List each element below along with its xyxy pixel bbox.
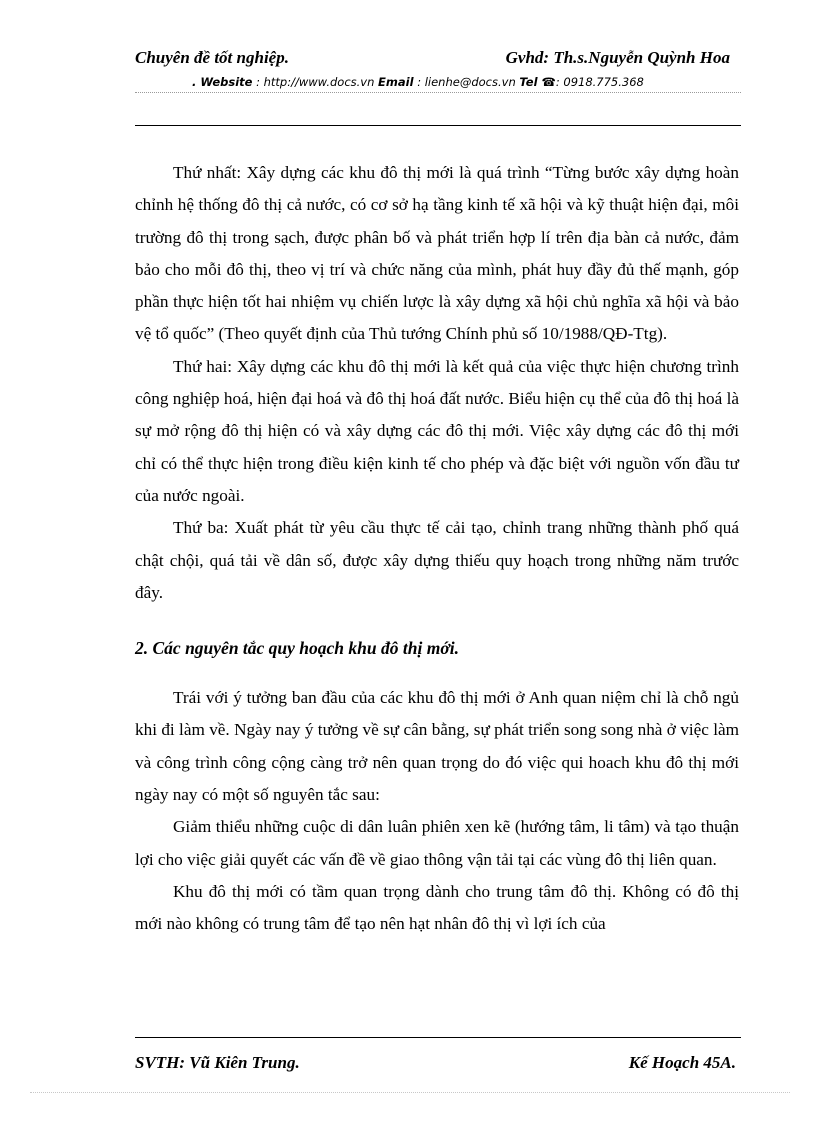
phone-number: : 0918.775.368 — [555, 75, 644, 89]
header-topic: Chuyên đề tốt nghiệp. — [135, 48, 289, 67]
footer-student: SVTH: Vũ Kiên Trung. — [135, 1053, 300, 1072]
paragraph-second-reason: Thứ hai: Xây dựng các khu đô thị mới là kết quả của việc thực hiện chương trình công nghiệp hoá, hiện đại hoá và đô thị hoá đất nước. Biểu hiện cụ thể của đô thị hoá là sự mở rộng đô thị hiện có và xây dựng các đô thị mới. Việc xây dựng các đô thị mới chỉ có thể thực hiện trong điều kiện kinh tế cho phép và đặc biệt với nguồn vốn đầu tư của nước ngoài. — [135, 356, 739, 505]
paragraph-principle-migration: Giảm thiểu những cuộc di dân luân phiên xen kẽ (hướng tâm, li tâm) và tạo thuận lợi cho việc giải quyết các vấn đề về giao thông vận tải tại các vùng đô thị liên quan. — [135, 817, 739, 869]
paragraph-third-reason: Thứ ba: Xuất phát từ yêu cầu thực tế cải tạo, chỉnh trang những thành phố quá chật chội, quá tải về dân số, được xây dựng thiếu quy hoạch trong những năm trước đây. — [135, 518, 739, 602]
contact-line — [192, 75, 644, 89]
footer-class: Kế Hoạch 45A. — [628, 1053, 736, 1072]
website-url[interactable]: : http://www.docs.vn — [256, 75, 375, 89]
header-advisor: Gvhd: Th.s.Nguyễn Quỳnh Hoa — [505, 48, 730, 67]
paragraph-principle-center: Khu đô thị mới có tầm quan trọng dành cho trung tâm đô thị. Không có đô thị mới nào không có trung tâm để tạo nên hạt nhân đô thị vì lợi ích của — [135, 881, 739, 934]
paragraph-first-reason: Thứ nhất: Xây dựng các khu đô thị mới là quá trình “Từng bước xây dựng hoàn chỉnh hệ thống đô thị cả nước, có cơ sở hạ tầng kinh tế xã hội và kỹ thuật hiện đại, môi trường đô thị trong sạch, được phân bố và phát triển hợp lí trên địa bàn cả nước, đảm bảo cho mỗi đô thị, theo vị trí và chức năng của mình, phát huy đầy đủ thế mạnh, góp phần thực hiện tốt hai nhiệm vụ chiến lược là xây dựng xã hội chủ nghĩa xã hội và bảo vệ tổ quốc” (Theo quyết định của Thủ tướng Chính phủ số 10/1988/QĐ-Ttg). — [135, 163, 739, 344]
document-body — [135, 157, 739, 941]
footer-divider — [135, 1037, 741, 1038]
footer-dotted-divider — [30, 1092, 790, 1093]
section-heading: 2. Các nguyên tắc quy hoạch khu đô thị mới. — [135, 638, 459, 659]
website-label: . Website — [192, 75, 253, 89]
email-label: Email — [378, 75, 414, 89]
phone-label: Tel ☎ — [519, 75, 556, 89]
header-divider — [135, 125, 741, 126]
header-dotted-divider — [135, 92, 741, 93]
email-address[interactable]: : lienhe@docs.vn — [417, 75, 516, 89]
paragraph-intro-principles: Trái với ý tưởng ban đầu của các khu đô thị mới ở Anh quan niệm chỉ là chỗ ngủ khi đi làm về. Ngày nay ý tưởng về sự cân bằng, sự phát triển song song nhà ở việc làm và công trình công cộng càng trở nên quan trọng do đó việc qui hoach khu đô thị mới ngày nay có một số nguyên tắc sau: — [135, 688, 739, 805]
